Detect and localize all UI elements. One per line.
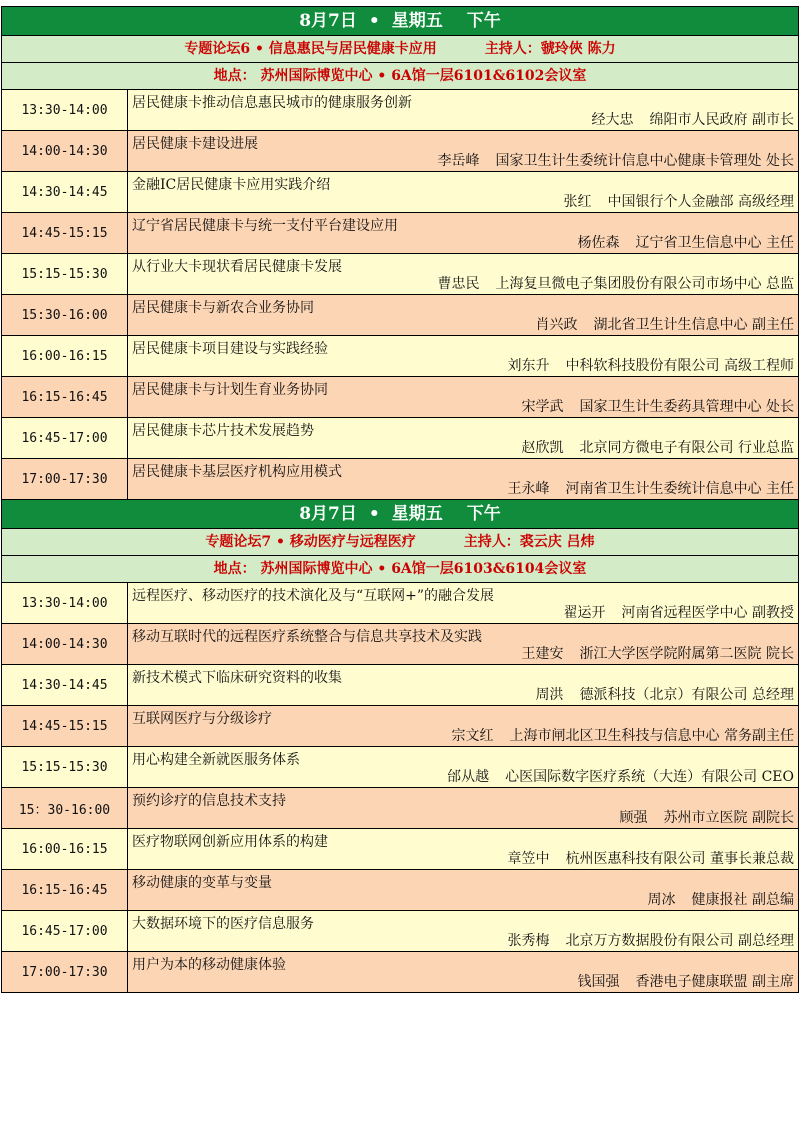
venue-text: 地点： 苏州国际博览中心 • 6A馆一层6103&6104会议室 <box>213 561 587 577</box>
speaker-name: 经大忠 <box>591 112 634 128</box>
speaker-line <box>438 150 794 170</box>
speaker-line <box>508 355 794 375</box>
talk-title: 互联网医疗与分级诊疗 <box>132 711 272 727</box>
talk-title: 移动健康的变革与变量 <box>132 875 272 891</box>
host-label: 主持人： <box>463 534 520 550</box>
speaker-name: 张红 <box>563 194 592 210</box>
speaker-name: 章笠中 <box>507 851 550 867</box>
agenda-row <box>2 90 798 131</box>
agenda-row <box>2 336 798 377</box>
talk-cell <box>128 788 798 828</box>
session-date: 8月7日 <box>299 504 357 524</box>
speaker-name: 顾强 <box>619 810 648 826</box>
talk-cell <box>128 706 798 746</box>
time-slot: 16:15-16:45 <box>2 870 128 910</box>
agenda-row <box>2 418 798 459</box>
speaker-name: 王建安 <box>521 646 564 662</box>
agenda-row <box>2 665 798 706</box>
talk-cell <box>128 829 798 869</box>
time-slot: 16:00-16:15 <box>2 829 128 869</box>
talk-title: 居民健康卡与计划生育业务协同 <box>132 382 328 398</box>
time-slot: 14:30-14:45 <box>2 665 128 705</box>
speaker-affiliation: 中科软科技股份有限公司 高级工程师 <box>565 358 794 374</box>
speaker-name: 肖兴政 <box>535 317 578 333</box>
speaker-name: 赵欣凯 <box>521 440 564 456</box>
speaker-affiliation: 河南省卫生计生委统计信息中心 主任 <box>565 481 794 497</box>
agenda-table <box>1 6 799 993</box>
speaker-line <box>578 971 794 991</box>
speaker-name: 杨佐森 <box>577 235 620 251</box>
agenda-row <box>2 583 798 624</box>
talk-cell <box>128 172 798 212</box>
time-slot: 16:45-17:00 <box>2 418 128 458</box>
venue-text: 地点： 苏州国际博览中心 • 6A馆一层6101&6102会议室 <box>213 68 587 84</box>
speaker-name: 钱国强 <box>577 974 620 990</box>
host-label: 主持人： <box>484 41 541 57</box>
speaker-line <box>536 684 794 704</box>
time-slot: 14:45-15:15 <box>2 706 128 746</box>
agenda-row <box>2 788 798 829</box>
talk-title: 预约诊疗的信息技术支持 <box>132 793 286 809</box>
speaker-affiliation: 德派科技（北京）有限公司 总经理 <box>579 687 794 703</box>
speaker-name: 宋学武 <box>521 399 564 415</box>
talk-cell <box>128 583 798 623</box>
speaker-affiliation: 浙江大学医学院附属第二医院 院长 <box>579 646 794 662</box>
time-slot: 15:15-15:30 <box>2 254 128 294</box>
time-slot: 17:00-17:30 <box>2 952 128 992</box>
speaker-name: 刘东升 <box>507 358 550 374</box>
speaker-affiliation: 香港电子健康联盟 副主席 <box>635 974 794 990</box>
session-period: 下午 <box>466 11 501 31</box>
speaker-affiliation: 杭州医惠科技有限公司 董事长兼总裁 <box>565 851 794 867</box>
speaker-affiliation: 苏州市立医院 副院长 <box>663 810 794 826</box>
speaker-affiliation: 健康报社 副总编 <box>691 892 794 908</box>
agenda-row <box>2 131 798 172</box>
speaker-line <box>438 273 794 293</box>
agenda-row <box>2 254 798 295</box>
speaker-name: 李岳峰 <box>437 153 480 169</box>
host-names: 虢玲俠 陈力 <box>540 41 616 57</box>
forum-title-row <box>2 36 798 63</box>
speaker-line <box>564 602 794 622</box>
time-slot: 17:00-17:30 <box>2 459 128 499</box>
talk-title: 居民健康卡建设进展 <box>132 136 258 152</box>
speaker-line <box>564 191 794 211</box>
session-period: 下午 <box>466 504 501 524</box>
header-separator: • <box>368 11 380 31</box>
session-date: 8月7日 <box>299 11 357 31</box>
agenda-row <box>2 624 798 665</box>
speaker-affiliation: 上海市闸北区卫生科技与信息中心 常务副主任 <box>509 728 794 744</box>
agenda-row <box>2 952 798 993</box>
time-slot: 14:00-14:30 <box>2 131 128 171</box>
speaker-affiliation: 河南省远程医学中心 副教授 <box>621 605 794 621</box>
talk-cell <box>128 624 798 664</box>
time-slot: 13:30-14:00 <box>2 90 128 130</box>
time-slot: 14:30-14:45 <box>2 172 128 212</box>
speaker-affiliation: 绵阳市人民政府 副市长 <box>649 112 794 128</box>
talk-cell <box>128 295 798 335</box>
venue-row <box>2 556 798 583</box>
speaker-affiliation: 心医国际数字医疗系统（大连）有限公司 CEO <box>505 769 794 785</box>
session-header <box>2 500 798 529</box>
time-slot: 14:45-15:15 <box>2 213 128 253</box>
speaker-affiliation: 北京同方微电子有限公司 行业总监 <box>579 440 794 456</box>
speaker-name: 邰从越 <box>447 769 490 785</box>
talk-title: 从行业大卡现状看居民健康卡发展 <box>132 259 342 275</box>
time-slot: 15:15-15:30 <box>2 747 128 787</box>
talk-cell <box>128 377 798 417</box>
time-slot: 15:30-16:00 <box>2 295 128 335</box>
speaker-line <box>522 437 794 457</box>
speaker-affiliation: 国家卫生计生委药具管理中心 处长 <box>579 399 794 415</box>
talk-cell <box>128 747 798 787</box>
agenda-row <box>2 213 798 254</box>
header-separator: • <box>368 504 380 524</box>
talk-cell <box>128 336 798 376</box>
talk-cell <box>128 131 798 171</box>
talk-title: 居民健康卡与新农合业务协同 <box>132 300 314 316</box>
time-slot: 16:00-16:15 <box>2 336 128 376</box>
session-rows <box>2 90 798 500</box>
speaker-name: 张秀梅 <box>507 933 550 949</box>
speaker-name: 曹忠民 <box>437 276 480 292</box>
speaker-line <box>522 396 794 416</box>
speaker-line <box>452 725 794 745</box>
time-slot: 15：30-16:00 <box>2 788 128 828</box>
talk-title: 新技术模式下临床研究资料的收集 <box>132 670 342 686</box>
agenda-row <box>2 747 798 788</box>
time-slot: 14:00-14:30 <box>2 624 128 664</box>
talk-cell <box>128 254 798 294</box>
talk-cell <box>128 665 798 705</box>
talk-title: 移动互联时代的远程医疗系统整合与信息共享技术及实践 <box>132 629 482 645</box>
talk-title: 居民健康卡推动信息惠民城市的健康服务创新 <box>132 95 412 111</box>
speaker-name: 周冰 <box>647 892 676 908</box>
speaker-line <box>447 766 794 786</box>
session-header <box>2 7 798 36</box>
talk-title: 居民健康卡基层医疗机构应用模式 <box>132 464 342 480</box>
speaker-affiliation: 国家卫生计生委统计信息中心健康卡管理处 处长 <box>495 153 794 169</box>
talk-cell <box>128 418 798 458</box>
talk-cell <box>128 459 798 499</box>
agenda-row <box>2 459 798 500</box>
session-rows <box>2 583 798 993</box>
session-weekday: 星期五 <box>391 11 443 31</box>
talk-cell <box>128 870 798 910</box>
speaker-affiliation: 湖北省卫生计生信息中心 副主任 <box>593 317 794 333</box>
talk-title: 金融IC居民健康卡应用实践介绍 <box>132 177 331 193</box>
talk-title: 大数据环境下的医疗信息服务 <box>132 916 314 932</box>
talk-title: 居民健康卡项目建设与实践经验 <box>132 341 328 357</box>
agenda-row <box>2 829 798 870</box>
speaker-line <box>536 314 794 334</box>
forum-title: 专题论坛6 • 信息惠民与居民健康卡应用 <box>184 41 437 57</box>
speaker-affiliation: 北京万方数据股份有限公司 副总经理 <box>565 933 794 949</box>
speaker-affiliation: 辽宁省卫生信息中心 主任 <box>635 235 794 251</box>
speaker-affiliation: 上海复旦微电子集团股份有限公司市场中心 总监 <box>495 276 794 292</box>
agenda-row <box>2 706 798 747</box>
host-names: 裘云庆 吕炜 <box>519 534 595 550</box>
talk-title: 用户为本的移动健康体验 <box>132 957 286 973</box>
agenda-row <box>2 911 798 952</box>
speaker-line <box>508 848 794 868</box>
talk-cell <box>128 952 798 992</box>
talk-cell <box>128 90 798 130</box>
speaker-line <box>578 232 794 252</box>
talk-cell <box>128 911 798 951</box>
time-slot: 16:45-17:00 <box>2 911 128 951</box>
agenda-row <box>2 295 798 336</box>
forum-title-row <box>2 529 798 556</box>
talk-title: 医疗物联网创新应用体系的构建 <box>132 834 328 850</box>
speaker-line <box>508 478 794 498</box>
time-slot: 16:15-16:45 <box>2 377 128 417</box>
talk-title: 辽宁省居民健康卡与统一支付平台建设应用 <box>132 218 398 234</box>
speaker-line <box>522 643 794 663</box>
talk-title: 居民健康卡芯片技术发展趋势 <box>132 423 314 439</box>
agenda-row <box>2 172 798 213</box>
agenda-row <box>2 377 798 418</box>
speaker-line <box>508 930 794 950</box>
venue-row <box>2 63 798 90</box>
speaker-name: 周洪 <box>535 687 564 703</box>
speaker-line <box>592 109 794 129</box>
talk-title: 远程医疗、移动医疗的技术演化及与“互联网+”的融合发展 <box>132 588 495 604</box>
talk-cell <box>128 213 798 253</box>
speaker-line <box>620 807 794 827</box>
agenda-row <box>2 870 798 911</box>
forum-title: 专题论坛7 • 移动医疗与远程医疗 <box>205 534 416 550</box>
speaker-name: 宗文红 <box>451 728 494 744</box>
session-weekday: 星期五 <box>391 504 443 524</box>
talk-title: 用心构建全新就医服务体系 <box>132 752 300 768</box>
time-slot: 13:30-14:00 <box>2 583 128 623</box>
speaker-affiliation: 中国银行个人金融部 高级经理 <box>607 194 794 210</box>
speaker-name: 翟运开 <box>563 605 606 621</box>
speaker-line <box>648 889 794 909</box>
speaker-name: 王永峰 <box>507 481 550 497</box>
